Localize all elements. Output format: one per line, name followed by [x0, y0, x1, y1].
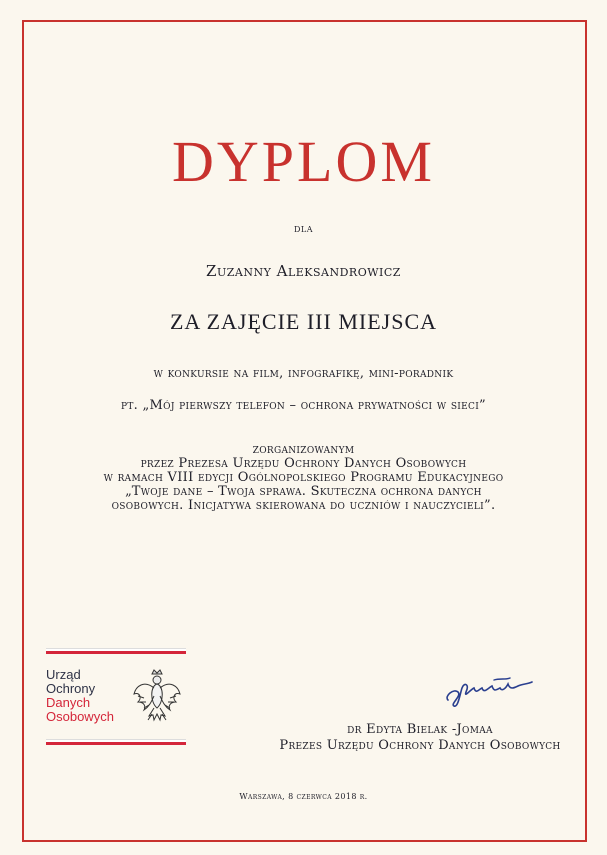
polish-eagle-icon — [132, 668, 182, 726]
signer-role: Prezes Urzędu Ochrony Danych Osobowych — [279, 738, 561, 753]
logo-line: Danych — [46, 695, 91, 710]
uodo-logo — [46, 668, 114, 724]
for-label: dla — [293, 221, 313, 235]
achievement: ZA ZAJĘCIE III MIEJSCA — [169, 309, 438, 334]
contest-description: w konkursie na film, infografikę, mini-poradnik — [153, 366, 454, 381]
organizer-line: przez Prezesa Urzędu Ochrony Danych Osobowych — [140, 456, 467, 471]
logo-line: Osobowych — [46, 709, 114, 724]
handwritten-signature — [440, 670, 540, 710]
diploma-title: DYPLOM — [172, 129, 435, 194]
logo-bottom-bar — [46, 739, 186, 745]
contest-topic: pt. „Mój pierwszy telefon – ochrona prywatności w sieci” — [120, 398, 486, 413]
recipient-name: Zuzanny Aleksandrowicz — [206, 262, 401, 280]
organizer-line: osobowych. Inicjatywa skierowana do uczniów i nauczycieli”. — [111, 498, 496, 513]
organizer-line: w ramach VIII edycji Ogólnopolskiego Programu Edukacyjnego — [103, 470, 504, 485]
logo-line: Urząd — [46, 667, 81, 682]
organizer-line: „Twoje dane – Twoja sprawa. Skuteczna ochrona danych — [125, 484, 482, 499]
organizer-line: zorganizowanym — [252, 442, 355, 457]
organizer-block — [0, 443, 607, 513]
place-and-date: Warszawa, 8 czerwca 2018 r. — [239, 792, 368, 801]
signer-name: dr Edyta Bielak -Jomaa — [347, 722, 493, 737]
logo-top-bar — [46, 648, 186, 654]
logo-line: Ochrony — [46, 681, 96, 696]
